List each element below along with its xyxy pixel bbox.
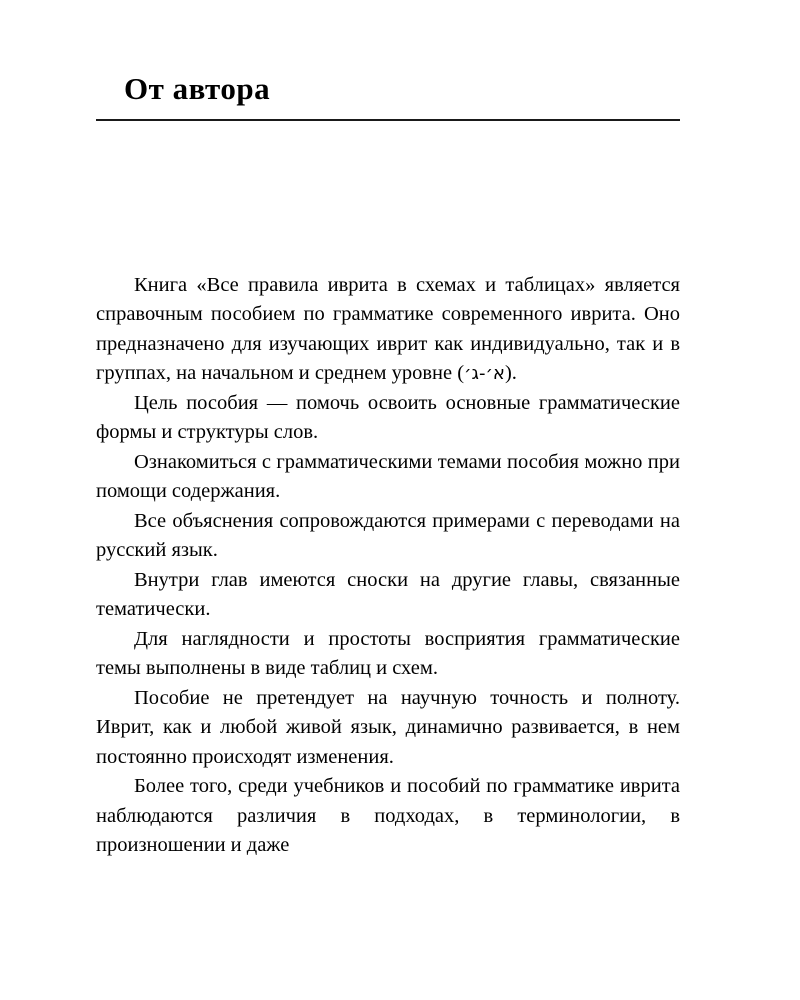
body-text — [96, 271, 680, 861]
hebrew-level-range: א׳-ג׳ — [464, 363, 505, 385]
paragraph-tail: ). — [504, 362, 517, 385]
paragraph: Пособие не претендует на научную точность и полноту. Иврит, как и любой живой язык, динамично развивается, в нем постоянно происходят изменения. — [96, 686, 680, 768]
paragraph: Для наглядности и простоты восприятия грамматические темы выполнены в виде таблиц и схем. — [96, 627, 680, 680]
page-title: От автора — [124, 71, 271, 106]
title-divider — [96, 119, 680, 121]
paragraph — [96, 271, 680, 389]
paragraph: Цель пособия — помочь освоить основные грамматические формы и структуры слов. — [96, 391, 680, 444]
paragraph: Все объяснения сопровождаются примерами с переводами на русский язык. — [96, 509, 680, 562]
paragraph: Более того, среди учебников и пособий по грамматике иврита наблюдаются различия в подходах, в терминологии, в произношении и даже — [96, 775, 680, 857]
page-content — [96, 70, 680, 861]
paragraph: Ознакомиться с грамматическими темами пособия можно при помощи содержания. — [96, 450, 680, 503]
paragraph-text: Книга «Все правила иврита в схемах и таблицах» является справочным пособием по грамматике современного иврита. Оно предназначено для изучающих иврит как индивидуально, так и в группах, на начальном и среднем уровне ( — [96, 273, 680, 385]
paragraph: Внутри глав имеются сноски на другие главы, связанные тематически. — [96, 568, 680, 621]
